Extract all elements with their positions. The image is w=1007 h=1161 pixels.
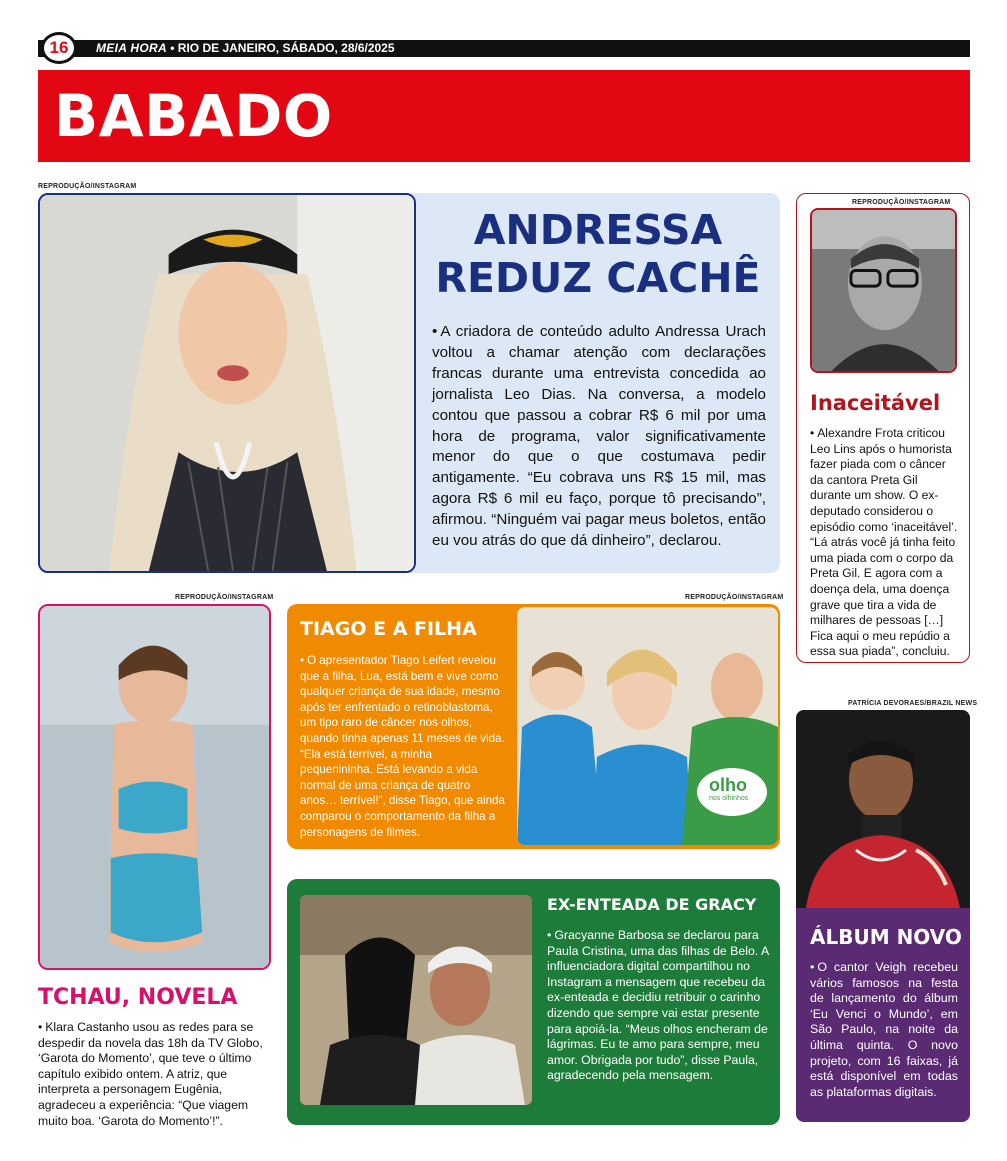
dateline: • RIO DE JANEIRO, SÁBADO, 28/6/2025 [166, 41, 395, 55]
page-number: 16 [41, 32, 77, 64]
frota-title: Inaceitável [810, 391, 941, 415]
tiago-title: TIAGO E A FILHA [300, 618, 477, 640]
gracy-photo [300, 895, 532, 1105]
photo-credit: REPRODUÇÃO/INSTAGRAM [685, 594, 784, 601]
veigh-body: • O cantor Veigh recebeu vários famosos na festa de lançamento do álbum ‘Eu Venci o Mundo’, em São Paulo, na noite da última quinta. O novo projeto, com 16 faixas, já está disponível em todas as plataformas digitais. [810, 960, 958, 1100]
veigh-photo [796, 710, 970, 908]
page-header-bar [38, 40, 970, 57]
klara-body: • Klara Castanho usou as redes para se despedir da novela das 18h da TV Globo, ‘Garota do Momento’, que teve o último capítulo exibido ontem. A atriz, que interpreta a personagem Eugênia, agradeceu a experiência: “Que viagem muito boa. ‘Garota do Momento’!”. [38, 1020, 273, 1129]
photo-credit: PATRÍCIA DEVORAES/BRAZIL NEWS [848, 700, 978, 707]
veigh-title: ÁLBUM NOVO [810, 925, 962, 949]
newspaper-name: MEIA HORA [96, 41, 167, 55]
klara-title: TCHAU, NOVELA [38, 985, 238, 1010]
gracy-body: • Gracyanne Barbosa se declarou para Paula Cristina, uma das filhas de Belo. A influenciadora digital compartilhou no Instagram a mensagem que recebeu da ex-enteada e decidiu retribuir o carinho dizendo que sempre vai estar presente para apoiá-la. “Meus olhos encheram de lágrimas. Eu te amo para sempre, meu amor. Obrigada por tudo”, disse Paula, agradecendo pela mensagem. [547, 928, 769, 1084]
klara-photo [38, 604, 271, 970]
gracy-title: EX-ENTEADA DE GRACY [547, 895, 757, 914]
tiago-body: • O apresentador Tiago Leifert revelou que a filha, Lua, está bem e vive como qualquer criança de sua idade, mesmo após ter enfrentado o retinoblastoma, um tipo raro de câncer nos olhos, quando tinha apenas 11 meses de vida. “Ela está terrível, a minha pequenininha. Está levando a vida normal de uma criança de quatro anos… terrível!”, disse Tiago, que ainda comparou o comportamento da filha a personagens de filmes. [300, 653, 506, 840]
photo-credit: REPRODUÇÃO/INSTAGRAM [175, 594, 274, 601]
headline-line-2: REDUZ CACHÊ [435, 254, 761, 302]
andressa-photo [38, 193, 416, 573]
section-title: BABADO [54, 82, 333, 150]
shirt-logo-subtext: nos olhinhos [709, 795, 749, 802]
main-story-body: • A criadora de conteúdo adulto Andressa Urach voltou a chamar atenção com declarações francas durante uma entrevista concedida ao jornalista Leo Dias. Na conversa, a modelo contou que passou a cobrar R$ 6 mil por uma hora de programa, valor significativamente menor do que o que costumava pedir antigamente. “Eu cobrava uns R$ 15 mil, mas agora R$ 6 mil eu faço, porque tô precisando”, afirmou. “Ninguém vai pagar meus boletos, então eu vou atrás do que dá dinheiro”, declarou. [432, 322, 766, 552]
shirt-logo-text: olho [709, 775, 747, 795]
main-story-headline [416, 206, 780, 302]
headline-line-1: ANDRESSA [473, 206, 723, 254]
frota-photo [810, 208, 957, 373]
photo-credit: REPRODUÇÃO/INSTAGRAM [38, 183, 137, 190]
frota-body: • Alexandre Frota criticou Leo Lins após o humorista fazer piada com o câncer da cantora Preta Gil durante um show. O ex-deputado considerou o episódio como ‘inaceitável’. “Lá atrás você já tinha feito uma piada com o corpo da Preta Gil. E agora com a doença dela, uma doença grave que tira a vida de milhares de pessoas […] Fica aqui o meu repúdio a essa sua piada”, concluiu. [810, 426, 958, 660]
photo-credit: REPRODUÇÃO/INSTAGRAM [852, 199, 951, 206]
section-banner [38, 70, 970, 162]
tiago-family-photo [517, 607, 778, 845]
